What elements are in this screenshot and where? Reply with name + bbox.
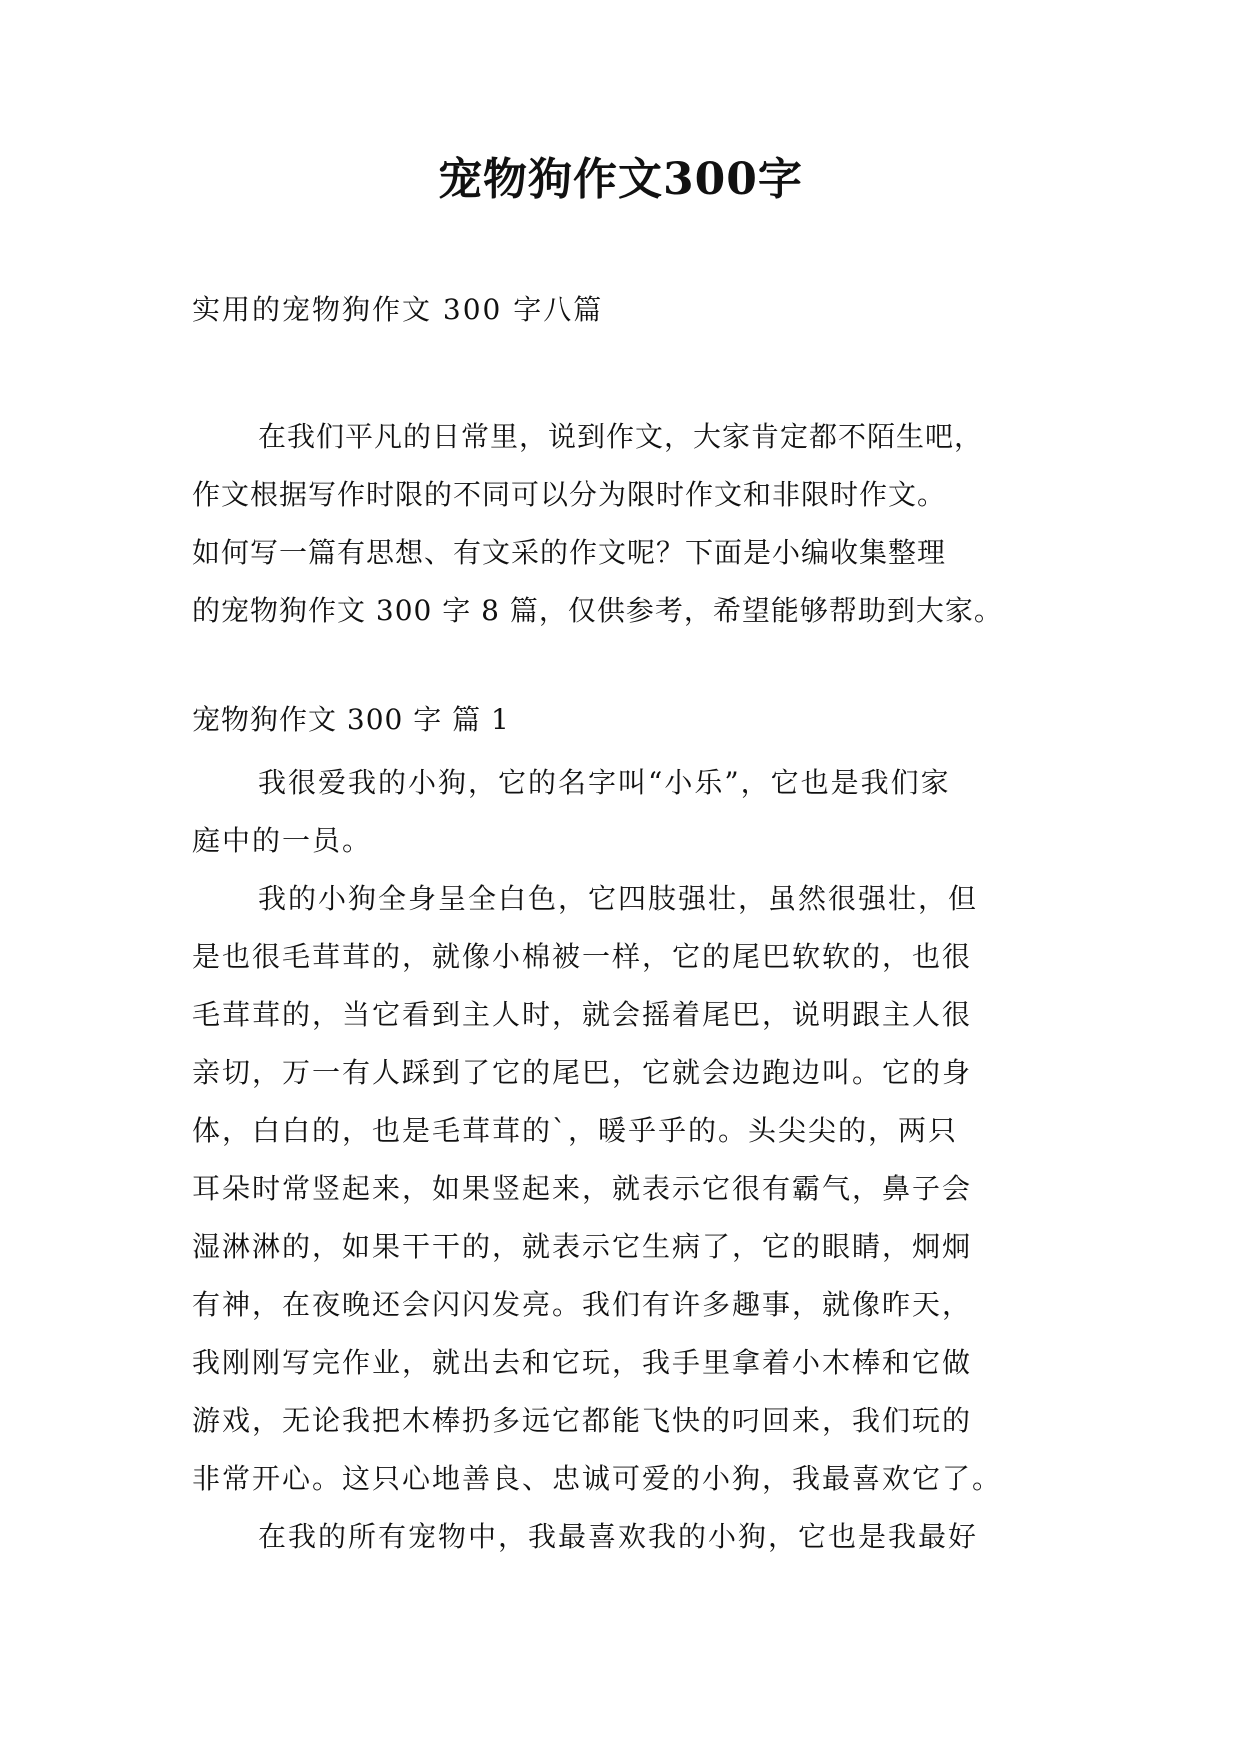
paragraph-1 [192,754,1052,870]
body-line: 我的小狗全身呈全白色，它四肢强壮，虽然很强壮，但 [258,882,979,915]
body-line: 在我的所有宠物中，我最喜欢我的小狗，它也是我最好 [258,1520,979,1553]
body-line: 我很爱我的小狗，它的名字叫“小乐”，它也是我们家 [258,766,951,799]
intro-line: 的宠物狗作文 300 字 8 篇，仅供参考，希望能够帮助到大家。 [192,594,1003,627]
essay-body [192,754,1052,1566]
intro-line: 在我们平凡的日常里，说到作文，大家肯定都不陌生吧， [258,420,984,453]
intro-paragraph [192,408,1082,640]
body-line: 我刚刚写完作业，就出去和它玩，我手里拿着小木棒和它做 [192,1346,973,1379]
body-line: 非常开心。这只心地善良、忠诚可爱的小狗，我最喜欢它了。 [192,1462,1003,1495]
body-line: 庭中的一员。 [192,824,373,857]
paragraph-2 [192,870,1052,1508]
paragraph-3 [192,1508,1052,1566]
body-line: 体，白白的，也是毛茸茸的`，暖乎乎的。头尖尖的，两只 [192,1114,959,1147]
body-line: 是也很毛茸茸的，就像小棉被一样，它的尾巴软软的，也很 [192,940,973,973]
body-line: 游戏，无论我把木棒扔多远它都能飞快的叼回来，我们玩的 [192,1404,973,1437]
body-line: 毛茸茸的，当它看到主人时，就会摇着尾巴，说明跟主人很 [192,998,973,1031]
body-line: 耳朵时常竖起来，如果竖起来，就表示它很有霸气，鼻子会 [192,1172,973,1205]
body-line: 有神，在夜晚还会闪闪发亮。我们有许多趣事，就像昨天， [192,1288,973,1321]
body-line: 湿淋淋的，如果干干的，就表示它生病了，它的眼睛，炯炯 [192,1230,973,1263]
section-heading: 宠物狗作文 300 字 篇 1 [192,703,510,736]
document-title: 宠物狗作文300字 [438,154,803,205]
intro-line: 如何写一篇有思想、有文采的作文呢？下面是小编收集整理 [192,536,947,569]
intro-line: 作文根据写作时限的不同可以分为限时作文和非限时作文。 [192,478,947,511]
document-subtitle: 实用的宠物狗作文 300 字八篇 [192,293,604,326]
body-line: 亲切，万一有人踩到了它的尾巴，它就会边跑边叫。它的身 [192,1056,973,1089]
